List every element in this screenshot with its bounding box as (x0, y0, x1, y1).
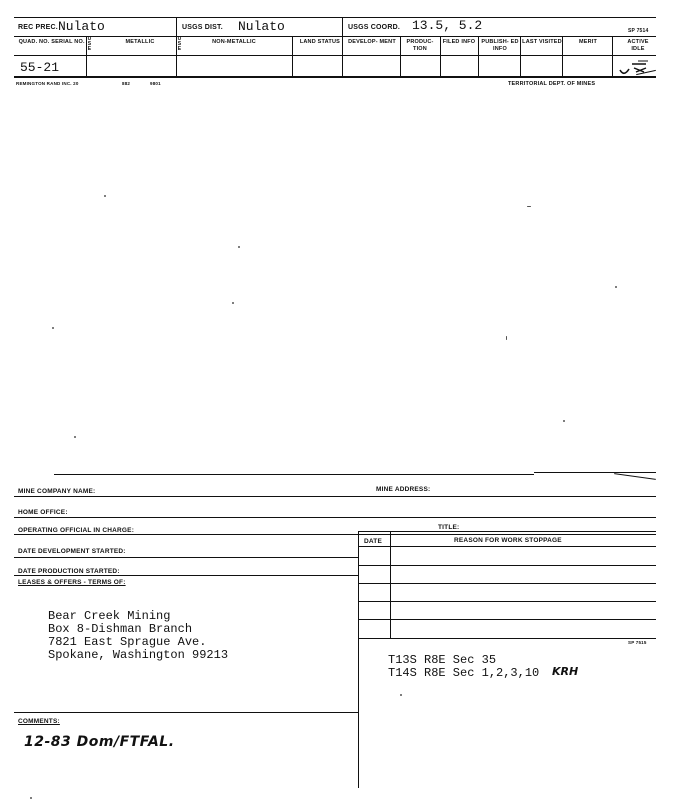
col-quad-no: QUAD. NO. (18, 39, 50, 45)
date-column-header: DATE (364, 538, 383, 545)
address-line-4: Spokane, Washington 99213 (48, 648, 229, 662)
col-published-info: PUBLISH- ED INFO (481, 39, 519, 52)
active-checkmark-icon (616, 58, 652, 78)
operating-official-label: OPERATING OFFICIAL IN CHARGE: (18, 527, 135, 534)
col-filed-info: FILED INFO (442, 39, 476, 45)
form-code-top: SP 7514 (628, 28, 649, 34)
usgs-dist-value: Nulato (238, 19, 285, 34)
scan-speck (615, 286, 617, 288)
agency-imprint: TERRITORIAL DEPT. OF MINES (508, 81, 596, 87)
col-use-1: U S E (87, 36, 92, 52)
col-production: PRODUC- TION (406, 39, 434, 52)
col-merit: MERIT (578, 39, 598, 45)
printer-code-1: 882 (122, 81, 131, 86)
date-production-label: DATE PRODUCTION STARTED: (18, 568, 120, 575)
title-label: TITLE: (438, 524, 460, 531)
col-last-visited: LAST VISITED (522, 39, 562, 45)
scan-speck (74, 436, 76, 438)
scan-speck (52, 327, 54, 329)
address-line-1: Bear Creek Mining (48, 609, 171, 623)
scan-speck (232, 302, 234, 304)
comments-label: COMMENTS: (18, 718, 60, 725)
index-card-header (14, 14, 656, 94)
mine-company-label: MINE COMPANY NAME: (18, 488, 96, 495)
col-land-status: LAND STATUS (299, 39, 340, 45)
mine-info-form (14, 472, 656, 792)
lessee-address-block (48, 610, 228, 662)
rec-prec-label: REC PREC. (18, 24, 58, 31)
mine-address-label: MINE ADDRESS: (376, 486, 431, 493)
scan-speck (506, 336, 507, 340)
col-active-idle: ACTIVE IDLE (627, 39, 649, 52)
col-serial-no: SERIAL NO. (51, 39, 85, 45)
location-line-1: T13S R8E Sec 35 (388, 653, 497, 667)
usgs-coord-value: 13.5, 5.2 (412, 18, 483, 33)
usgs-dist-label: USGS DIST. (182, 24, 223, 31)
home-office-label: HOME OFFICE: (18, 509, 68, 516)
printer-code-2: 9801 (150, 81, 161, 86)
rec-prec-value: Nulato (58, 19, 105, 34)
scan-speck (30, 797, 32, 799)
scan-speck (527, 206, 531, 207)
col-non-metallic: NON-METALLIC (212, 39, 256, 45)
scan-speck (104, 195, 106, 197)
address-line-3: 7821 East Sprague Ave. (48, 635, 207, 649)
address-line-2: Box 8-Dishman Branch (48, 622, 193, 636)
scan-speck (238, 246, 240, 248)
col-metallic: METALLIC (125, 39, 155, 45)
handwritten-comment: 12-83 Dom/FTFAL. (24, 734, 175, 750)
scan-speck (400, 694, 402, 696)
leases-label: LEASES & OFFERS - TERMS OF: (18, 579, 126, 586)
reviewer-initials: KRH (552, 665, 579, 678)
form-code-bottom: SP 7515 (628, 640, 647, 645)
date-development-label: DATE DEVELOPMENT STARTED: (18, 548, 126, 555)
reason-column-header: REASON FOR WORK STOPPAGE (454, 537, 562, 544)
usgs-coord-label: USGS COORD. (348, 24, 400, 31)
location-block (388, 654, 539, 680)
scan-speck (563, 420, 565, 422)
quad-serial-value: 55-21 (20, 60, 60, 75)
location-line-2: T14S R8E Sec 1,2,3,10 (388, 666, 540, 680)
col-development: DEVELOP- MENT (348, 39, 396, 45)
printer-imprint: REMINGTON RAND INC. 20 (16, 81, 79, 86)
col-use-2: U S E (177, 36, 182, 52)
